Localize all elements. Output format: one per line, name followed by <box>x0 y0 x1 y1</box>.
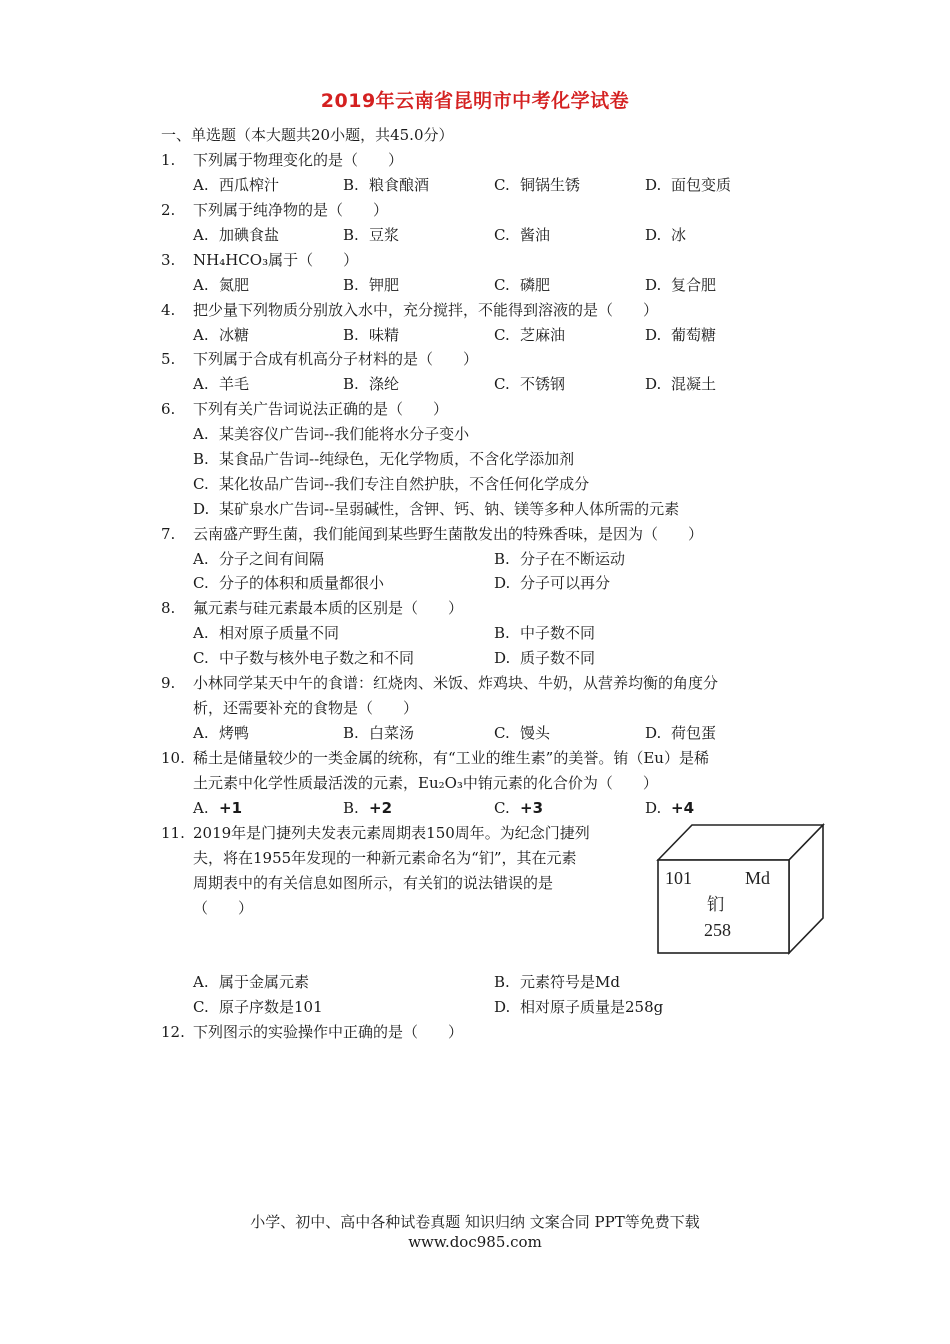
option-b <box>193 449 574 469</box>
option-letter: D. <box>645 176 662 194</box>
option-letter: C. <box>193 649 209 667</box>
option-text: 相对原子质量不同 <box>219 624 340 642</box>
option-b <box>494 972 620 992</box>
option-text: 某化妆品广告词--我们专注自然护肤，不含任何化学成分 <box>219 475 590 493</box>
question-number: 5. <box>161 350 176 368</box>
option-text: 白菜汤 <box>369 724 415 742</box>
option-b <box>343 225 399 245</box>
option-letter: D. <box>645 276 662 294</box>
page-title: 2019年云南省昆明市中考化学试卷 <box>320 90 630 112</box>
option-d <box>645 225 686 245</box>
option-text: +1 <box>219 799 243 817</box>
question-stem: 周期表中的有关信息如图所示，有关钔的说法错误的是 <box>193 874 554 892</box>
question-stem: （ ） <box>193 899 254 917</box>
option-text: 冰糖 <box>219 326 250 344</box>
option-letter: B. <box>343 375 359 393</box>
section-heading: 一、单选题（本大题共20小题，共45.0分） <box>161 126 454 144</box>
option-text: 馒头 <box>520 724 551 742</box>
option-letter: B. <box>343 724 359 742</box>
option-text: +3 <box>520 799 544 817</box>
question-stem: 下列属于纯净物的是（ ） <box>193 201 389 219</box>
option-text: 分子在不断运动 <box>520 550 626 568</box>
option-letter: C. <box>193 475 209 493</box>
option-letter: D. <box>645 724 662 742</box>
option-letter: C. <box>494 276 510 294</box>
option-d <box>645 175 731 195</box>
question-number: 7. <box>161 525 176 543</box>
option-c <box>193 573 384 593</box>
question-number: 1. <box>161 151 176 169</box>
option-c <box>193 648 414 668</box>
option-text: 某美容仪广告词--我们能将水分子变小 <box>219 425 470 443</box>
option-text: 复合肥 <box>671 276 717 294</box>
option-text: 涤纶 <box>369 375 400 393</box>
option-letter: A. <box>193 226 209 244</box>
option-text: 粮食酿酒 <box>369 176 430 194</box>
option-text: 分子的体积和质量都很小 <box>219 574 385 592</box>
option-text: +4 <box>671 799 695 817</box>
option-c <box>494 225 550 245</box>
option-letter: D. <box>645 799 662 817</box>
option-text: 某食品广告词--纯绿色，无化学物质，不含化学添加剂 <box>219 450 575 468</box>
option-d <box>193 499 679 519</box>
option-letter: B. <box>343 276 359 294</box>
question-stem: 夫，将在1955年发现的一种新元素命名为“钔”，其在元素 <box>193 849 577 867</box>
option-text: 氮肥 <box>219 276 250 294</box>
option-text: 某矿泉水广告词--呈弱碱性，含钾、钙、钠、镁等多种人体所需的元素 <box>219 500 680 518</box>
option-letter: C. <box>494 226 510 244</box>
question-number: 10. <box>161 749 185 767</box>
option-b <box>494 549 625 569</box>
option-letter: A. <box>193 550 209 568</box>
option-text: 混凝土 <box>671 375 717 393</box>
option-text: 加碘食盐 <box>219 226 280 244</box>
option-d <box>645 798 694 818</box>
question-stem: 下列图示的实验操作中正确的是（ ） <box>193 1023 464 1041</box>
option-letter: A. <box>193 973 209 991</box>
question-stem: 小林同学某天中午的食谱：红烧肉、米饭、炸鸡块、牛奶，从营养均衡的角度分 <box>193 674 719 692</box>
option-letter: D. <box>645 326 662 344</box>
element-symbol: Md <box>745 868 771 888</box>
option-letter: D. <box>645 375 662 393</box>
option-b <box>343 798 392 818</box>
footer-text: 小学、初中、高中各种试卷真题 知识归纳 文案合同 PPT等免费下载 <box>250 1213 700 1231</box>
element-atomic-number: 101 <box>665 868 692 888</box>
option-a <box>193 424 469 444</box>
option-text: 味精 <box>369 326 400 344</box>
question-stem: 下列有关广告词说法正确的是（ ） <box>193 400 449 418</box>
option-letter: B. <box>193 450 209 468</box>
option-letter: D. <box>193 500 210 518</box>
option-text: 铜锅生锈 <box>520 176 581 194</box>
option-text: 分子之间有间隔 <box>219 550 325 568</box>
element-atomic-mass: 258 <box>704 920 731 940</box>
question-number: 4. <box>161 301 176 319</box>
option-letter: A. <box>193 799 209 817</box>
option-text: 元素符号是Md <box>520 973 620 991</box>
option-d <box>645 374 716 394</box>
option-a <box>193 723 249 743</box>
question-number: 6. <box>161 400 176 418</box>
option-letter: C. <box>494 799 510 817</box>
option-d <box>494 997 663 1017</box>
question-number: 11. <box>161 824 185 842</box>
footer-link[interactable]: www.doc985.com <box>408 1233 542 1251</box>
option-text: 原子序数是101 <box>219 998 323 1016</box>
option-text: 葡萄糖 <box>671 326 717 344</box>
element-name: 钔 <box>707 895 724 915</box>
option-letter: C. <box>494 176 510 194</box>
option-letter: C. <box>494 724 510 742</box>
question-stem: 云南盛产野生菌，我们能闻到某些野生菌散发出的特殊香味，是因为（ ） <box>193 525 704 543</box>
option-letter: A. <box>193 375 209 393</box>
option-letter: D. <box>494 649 511 667</box>
element-cell-figure <box>655 820 825 955</box>
question-number: 9. <box>161 674 176 692</box>
question-stem: 把少量下列物质分别放入水中，充分搅拌，不能得到溶液的是（ ） <box>193 301 659 319</box>
option-letter: B. <box>343 176 359 194</box>
option-c <box>494 325 565 345</box>
question-number: 3. <box>161 251 176 269</box>
option-text: 酱油 <box>520 226 551 244</box>
question-stem: 析，还需要补充的食物是（ ） <box>193 699 419 717</box>
option-text: 属于金属元素 <box>219 973 310 991</box>
question-stem: 2019年是门捷列夫发表元素周期表150周年。为纪念门捷列 <box>193 824 590 842</box>
option-a <box>193 374 249 394</box>
option-a <box>193 549 324 569</box>
option-c <box>193 997 323 1017</box>
option-letter: D. <box>645 226 662 244</box>
option-text: 分子可以再分 <box>520 574 611 592</box>
question-stem: 稀土是储量较少的一类金属的统称，有“工业的维生素”的美誉。铕（Eu）是稀 <box>193 749 709 767</box>
option-letter: B. <box>343 799 359 817</box>
option-letter: B. <box>343 326 359 344</box>
option-b <box>343 175 429 195</box>
question-stem: 土元素中化学性质最活泼的元素，Eu₂O₃中铕元素的化合价为（ ） <box>193 774 658 792</box>
option-d <box>645 325 716 345</box>
option-b <box>494 623 595 643</box>
option-letter: A. <box>193 724 209 742</box>
option-c <box>494 175 580 195</box>
option-text: 中子数不同 <box>520 624 596 642</box>
option-text: 荷包蛋 <box>671 724 717 742</box>
option-a <box>193 972 309 992</box>
question-stem: NH₄HCO₃属于（ ） <box>193 251 359 269</box>
question-number: 2. <box>161 201 176 219</box>
option-b <box>343 275 399 295</box>
option-text: 不锈钢 <box>520 375 566 393</box>
option-text: 质子数不同 <box>520 649 596 667</box>
option-text: 冰 <box>671 226 687 244</box>
option-text: 芝麻油 <box>520 326 566 344</box>
option-letter: C. <box>494 375 510 393</box>
option-a <box>193 225 279 245</box>
option-letter: A. <box>193 326 209 344</box>
option-text: 相对原子质量是258g <box>520 998 664 1016</box>
option-text: 西瓜榨汁 <box>219 176 280 194</box>
option-c <box>494 723 550 743</box>
option-letter: B. <box>343 226 359 244</box>
option-letter: D. <box>494 998 511 1016</box>
option-b <box>343 325 399 345</box>
question-stem: 氟元素与硅元素最本质的区别是（ ） <box>193 599 464 617</box>
option-c <box>494 798 543 818</box>
option-c <box>494 275 550 295</box>
option-letter: A. <box>193 425 209 443</box>
option-text: 磷肥 <box>520 276 551 294</box>
option-text: 烤鸭 <box>219 724 250 742</box>
option-letter: A. <box>193 624 209 642</box>
option-a <box>193 275 249 295</box>
question-stem: 下列属于合成有机高分子材料的是（ ） <box>193 350 479 368</box>
option-c <box>494 374 565 394</box>
option-d <box>494 648 595 668</box>
question-stem: 下列属于物理变化的是（ ） <box>193 151 404 169</box>
option-text: +2 <box>369 799 393 817</box>
option-text: 羊毛 <box>219 375 250 393</box>
option-letter: C. <box>193 574 209 592</box>
option-text: 钾肥 <box>369 276 400 294</box>
option-b <box>343 723 414 743</box>
option-a <box>193 798 242 818</box>
option-letter: C. <box>193 998 209 1016</box>
option-d <box>645 275 716 295</box>
question-number: 12. <box>161 1023 185 1041</box>
option-c <box>193 474 589 494</box>
option-letter: C. <box>494 326 510 344</box>
option-letter: A. <box>193 176 209 194</box>
option-a <box>193 623 339 643</box>
option-text: 面包变质 <box>671 176 732 194</box>
option-text: 豆浆 <box>369 226 400 244</box>
option-letter: D. <box>494 574 511 592</box>
question-number: 8. <box>161 599 176 617</box>
option-text: 中子数与核外电子数之和不同 <box>219 649 415 667</box>
option-b <box>343 374 399 394</box>
option-a <box>193 325 249 345</box>
option-letter: A. <box>193 276 209 294</box>
option-letter: B. <box>494 973 510 991</box>
option-a <box>193 175 279 195</box>
option-d <box>494 573 610 593</box>
option-letter: B. <box>494 550 510 568</box>
option-letter: B. <box>494 624 510 642</box>
option-d <box>645 723 716 743</box>
